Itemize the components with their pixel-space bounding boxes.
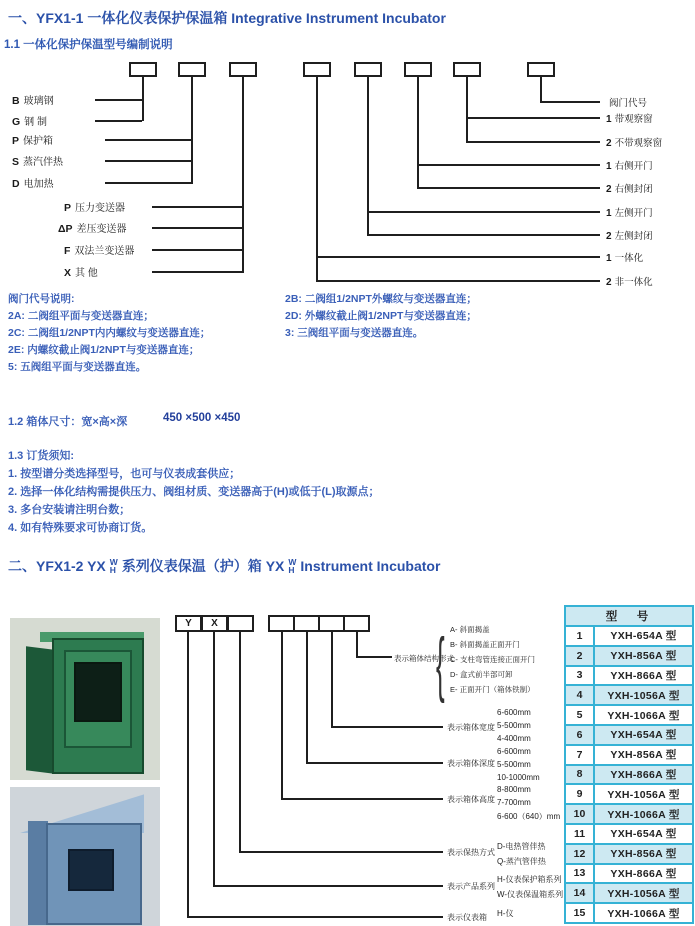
valve-note: 2D: 外螺纹截止阀1/2NPT与变送器直连； <box>285 310 477 322</box>
table-row <box>566 744 692 764</box>
model-name: YXH-866A 型 <box>610 867 677 880</box>
code: G <box>12 116 21 128</box>
line <box>105 182 191 184</box>
code: 1 <box>606 161 612 172</box>
line <box>213 885 443 887</box>
row-number: 3 <box>566 667 595 685</box>
line <box>316 256 600 258</box>
line <box>242 76 244 273</box>
desc: 非一体化 <box>614 277 653 288</box>
option-left-door-1 <box>606 205 653 219</box>
line <box>239 851 443 853</box>
desc: 其 他 <box>75 268 98 279</box>
valve-note: 3: 三阀组平面与变送器直连。 <box>285 327 424 339</box>
line <box>142 76 144 121</box>
photo-window <box>68 849 114 891</box>
table-row <box>566 882 692 902</box>
code-box-3 <box>229 62 257 77</box>
table-row <box>566 823 692 843</box>
line <box>417 164 600 166</box>
code: 1 <box>606 208 612 219</box>
order-note: 3. 多台安装请注明台数； <box>8 504 131 516</box>
line <box>191 76 193 184</box>
photo-shape <box>28 821 48 925</box>
line <box>187 916 443 918</box>
model-box-y <box>175 615 202 632</box>
table-row <box>566 625 692 645</box>
heading-prefix: 二、YFX1-2 YX <box>8 558 106 574</box>
line <box>331 631 333 728</box>
code: F <box>64 245 71 257</box>
model-name: YXH-1066A 型 <box>607 709 680 722</box>
photo-window <box>74 662 122 722</box>
model-box-d4 <box>343 615 370 632</box>
heading-mid: 系列仪表保温（护）箱 YX <box>121 558 285 574</box>
line <box>187 631 189 918</box>
line <box>95 120 142 122</box>
order-note: 2. 选择一体化结构需提供压力、阀组材质、变送器高于(H)或低于(L)取源点； <box>8 486 380 498</box>
desc: 差压变送器 <box>76 224 127 235</box>
model-name: YXH-654A 型 <box>610 828 677 841</box>
row-number: 9 <box>566 785 595 803</box>
option-valve-code <box>606 95 647 109</box>
option-transmitter-dp <box>58 220 127 235</box>
order-note: 4. 如有特殊要求可协商订货。 <box>8 522 153 534</box>
code: B <box>12 95 20 107</box>
branch-label-height: 表示箱体高度 <box>447 795 495 804</box>
code: P <box>64 202 72 214</box>
row-number: 11 <box>566 825 595 843</box>
height-opt: 6-600（640）mm <box>497 812 561 821</box>
heading-suffix: Instrument Incubator <box>300 558 441 574</box>
code-box-8 <box>527 62 555 77</box>
option-right-door-2 <box>606 181 653 195</box>
model-name: YXH-1056A 型 <box>607 689 680 702</box>
desc: 左侧开门 <box>614 208 653 219</box>
code-box-1 <box>129 62 157 77</box>
line <box>540 101 600 103</box>
table-row <box>566 902 692 922</box>
desc: 双法兰变送器 <box>74 246 135 257</box>
desc: 左侧封闭 <box>614 231 653 242</box>
option-type-p <box>12 132 53 147</box>
desc: 右侧开门 <box>614 161 653 172</box>
desc: 压力变送器 <box>75 203 126 214</box>
line <box>356 656 392 658</box>
valve-note: 2C: 二阀组1/2NPT内内螺纹与变送器直连； <box>8 327 211 339</box>
depth-opt: 6-600mm <box>497 747 531 756</box>
table-row <box>566 704 692 724</box>
line <box>466 76 468 143</box>
code: ΔP <box>58 223 73 235</box>
line <box>367 211 600 213</box>
model-box-blank <box>227 615 254 632</box>
table-row <box>566 803 692 823</box>
desc: 电加热 <box>23 179 54 190</box>
row-number: 2 <box>566 647 595 665</box>
desc: 一体化 <box>614 253 644 264</box>
code: 2 <box>606 138 612 149</box>
row-number: 8 <box>566 766 595 784</box>
size-line-value: 450 ×500 ×450 <box>163 412 241 424</box>
option-right-door-1 <box>606 158 653 172</box>
code: 1 <box>606 114 612 125</box>
option-transmitter-p <box>64 199 125 214</box>
blue-incubator-photo <box>10 787 160 926</box>
line <box>306 762 443 764</box>
model-name: YXH-654A 型 <box>610 729 677 742</box>
width-opt: 4-400mm <box>497 734 531 743</box>
model-name: YXH-1066A 型 <box>607 808 680 821</box>
code: X <box>64 267 72 279</box>
code: 2 <box>606 277 612 288</box>
table-row <box>566 863 692 883</box>
line <box>105 139 191 141</box>
row-number: 4 <box>566 686 595 704</box>
table-row <box>566 645 692 665</box>
table-row <box>566 724 692 744</box>
code: X <box>211 618 218 629</box>
stack-top: W <box>288 557 297 567</box>
table-row <box>566 764 692 784</box>
size-line-prefix: 1.2 箱体尺寸：宽×高×深 <box>8 416 128 428</box>
code-box-7 <box>453 62 481 77</box>
line <box>417 187 600 189</box>
valve-note: 2A: 二阀组平面与变送器直连； <box>8 310 154 322</box>
option-integrated-2 <box>606 274 653 288</box>
model-table <box>564 605 694 924</box>
header-text: 型 号 <box>605 611 653 623</box>
option-transmitter-f <box>64 242 134 257</box>
line <box>466 117 600 119</box>
row-number: 7 <box>566 746 595 764</box>
model-box-d2 <box>293 615 320 632</box>
wh-stack <box>110 558 118 574</box>
line <box>281 631 283 800</box>
model-name: YXH-866A 型 <box>610 768 677 781</box>
code-box-6 <box>404 62 432 77</box>
model-box-d3 <box>318 615 345 632</box>
code: 1 <box>606 253 612 264</box>
desc: 保护箱 <box>23 136 54 147</box>
row-number: 6 <box>566 726 595 744</box>
heat-opt: Q-蒸汽管伴热 <box>497 857 546 866</box>
option-window-1 <box>606 111 653 125</box>
line <box>152 206 242 208</box>
option-material-b <box>12 92 54 107</box>
desc: 带观察窗 <box>614 114 653 125</box>
model-name: YXH-1066A 型 <box>607 907 680 920</box>
line <box>316 280 600 282</box>
line <box>316 76 318 282</box>
branch-label-series: 表示产品系列 <box>447 882 495 891</box>
structure-opt: D- 盒式前半部可卸 <box>450 670 513 679</box>
height-opt: 7-700mm <box>497 798 531 807</box>
photo-shape <box>26 646 54 773</box>
row-number: 10 <box>566 805 595 823</box>
valve-notes-title: 阀门代号说明: <box>8 293 75 305</box>
option-left-door-2 <box>606 228 653 242</box>
line <box>152 249 242 251</box>
table-row <box>566 684 692 704</box>
model-name: YXH-856A 型 <box>610 848 677 861</box>
row-number: 5 <box>566 706 595 724</box>
model-box-x <box>201 615 228 632</box>
line <box>152 271 242 273</box>
option-transmitter-x <box>64 264 98 279</box>
line <box>105 160 191 162</box>
code: 2 <box>606 184 612 195</box>
row-number: 12 <box>566 845 595 863</box>
series-opt: H-仪表保护箱系列 <box>497 875 562 884</box>
table-row <box>566 665 692 685</box>
desc: 不带观察窗 <box>614 138 663 149</box>
code-box-4 <box>303 62 331 77</box>
branch-label-depth: 表示箱体深度 <box>447 759 495 768</box>
line <box>540 76 542 103</box>
code: Y <box>185 618 192 629</box>
desc: 阀门代号 <box>609 98 648 109</box>
depth-opt: 10-1000mm <box>497 773 540 782</box>
code: P <box>12 135 20 147</box>
section1-heading: 一、YFX1-1 一体化仪表保护保温箱 Integrative Instrument Incubator <box>8 10 446 26</box>
depth-opt: 5-500mm <box>497 760 531 769</box>
code-box-5 <box>354 62 382 77</box>
width-opt: 5-500mm <box>497 721 531 730</box>
code: 2 <box>606 231 612 242</box>
branch-label-width: 表示箱体宽度 <box>447 723 495 732</box>
width-opt: 6-600mm <box>497 708 531 717</box>
heat-opt: D-电热管伴热 <box>497 842 546 851</box>
section2-heading <box>8 556 440 576</box>
wh-stack <box>288 558 296 574</box>
section1-subheading: 1.1 一体化保护保温型号编制说明 <box>4 39 173 51</box>
option-type-s <box>12 153 63 168</box>
model-name: YXH-654A 型 <box>610 630 677 643</box>
table-row <box>566 783 692 803</box>
structure-opt: E- 正面开门（箱体铁制） <box>450 685 535 694</box>
order-note: 1. 按型谱分类选择型号，也可与仪表成套供应； <box>8 468 241 480</box>
order-notes-title: 1.3 订货须知: <box>8 450 75 462</box>
desc: 玻璃钢 <box>23 96 54 107</box>
line <box>466 141 600 143</box>
model-name: YXH-1056A 型 <box>607 887 680 900</box>
valve-note: 5: 五阀组平面与变送器直连。 <box>8 361 147 373</box>
line <box>95 99 142 101</box>
model-name: YXH-1056A 型 <box>607 788 680 801</box>
table-row <box>566 843 692 863</box>
line <box>152 227 242 229</box>
option-type-d <box>12 175 54 190</box>
line <box>356 631 358 658</box>
desc: 钢 制 <box>24 117 47 128</box>
branch-label-heat: 表示保热方式 <box>447 848 495 857</box>
structure-opt: C- 支柱弯管连接正面开门 <box>450 655 535 664</box>
stack-bottom: H <box>288 565 295 575</box>
row-number: 14 <box>566 884 595 902</box>
row-number: 1 <box>566 627 595 645</box>
series-opt: W-仪表保温箱系列 <box>497 890 564 899</box>
line <box>213 631 215 887</box>
model-name: YXH-866A 型 <box>610 669 677 682</box>
model-table-header <box>566 607 692 625</box>
model-box-d1 <box>268 615 295 632</box>
model-name: YXH-856A 型 <box>610 749 677 762</box>
stack-top: W <box>109 557 118 567</box>
branch-label-structure: 表示箱体结构形式 <box>394 654 454 663</box>
line <box>306 631 308 764</box>
option-window-2 <box>606 135 662 149</box>
branch-label-instrument: 表示仪表箱 <box>447 913 487 922</box>
code-box-2 <box>178 62 206 77</box>
code: D <box>12 178 20 190</box>
option-material-g <box>12 113 47 128</box>
green-incubator-photo <box>10 618 160 780</box>
row-number: 15 <box>566 904 595 922</box>
valve-note: 2E: 内螺纹截止阀1/2NPT与变送器直连； <box>8 344 200 356</box>
line <box>331 726 443 728</box>
desc: 右侧封闭 <box>614 184 653 195</box>
model-name: YXH-856A 型 <box>610 650 677 663</box>
valve-note: 2B: 二阀组1/2NPT外螺纹与变送器直连； <box>285 293 477 305</box>
brace: { <box>436 622 445 705</box>
stack-bottom: H <box>109 565 116 575</box>
line <box>417 76 419 189</box>
line <box>239 631 241 853</box>
line <box>281 798 443 800</box>
height-opt: 8-800mm <box>497 785 531 794</box>
row-number: 13 <box>566 865 595 883</box>
structure-opt: B- 斜面揭盖正面开门 <box>450 640 520 649</box>
structure-opt: A- 斜面揭盖 <box>450 625 490 634</box>
line <box>367 234 600 236</box>
code: S <box>12 156 20 168</box>
instrument-opt: H-仪 <box>497 909 514 918</box>
option-integrated-1 <box>606 250 643 264</box>
desc: 蒸汽伴热 <box>23 157 64 168</box>
